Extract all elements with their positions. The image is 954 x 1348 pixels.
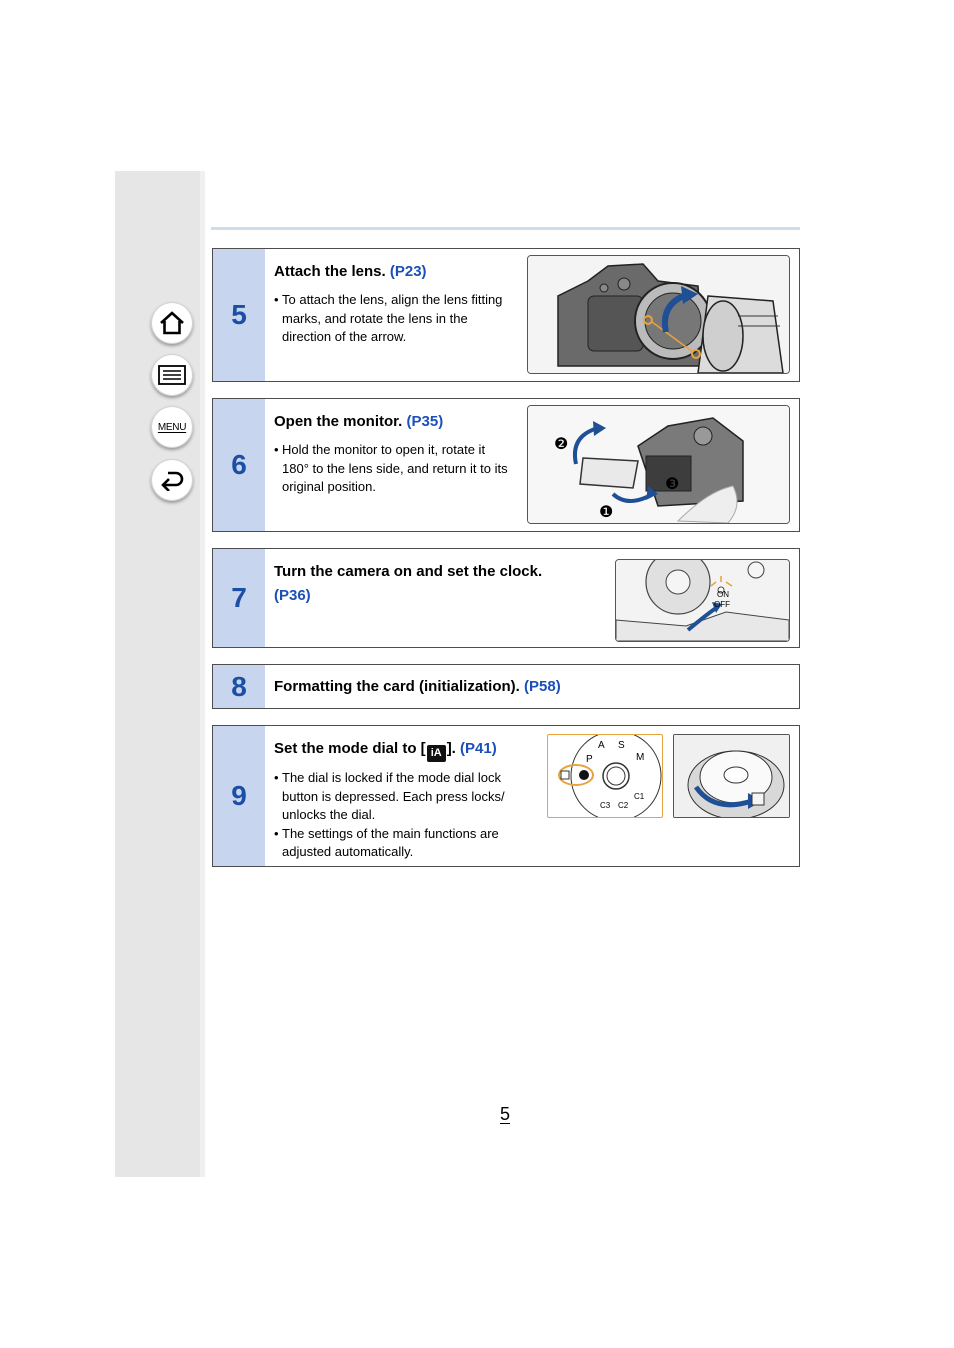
step-number: 5 <box>213 249 265 381</box>
dial-label-c2: C2 <box>618 801 629 810</box>
bullet-item: • To attach the lens, align the lens fitting marks, and rotate the lens in the direction of the arrow. <box>274 291 514 347</box>
home-icon <box>159 311 185 335</box>
dial-label-a: A <box>598 740 605 751</box>
page-ref-link[interactable]: (P58) <box>524 678 561 695</box>
step-title <box>274 737 497 762</box>
switch-off-label: OFF <box>714 600 730 609</box>
step-8 <box>212 664 800 709</box>
camera-monitor-drawing <box>528 406 789 523</box>
intelligent-auto-icon: iA <box>427 745 446 762</box>
page-ref-link[interactable]: (P35) <box>406 413 444 430</box>
step-title-text: Open the monitor. <box>274 413 403 430</box>
monitor-open-illustration <box>527 405 790 524</box>
bullet-item: • The dial is locked if the mode dial lock button is depressed. Each press locks/ unlocks the dial. <box>274 769 526 825</box>
step-title-text: Turn the camera on and set the clock. <box>274 563 543 580</box>
step-title-text: Formatting the card (initialization). <box>274 678 520 695</box>
step-number: 7 <box>213 549 265 647</box>
step-7 <box>212 548 800 648</box>
sidebar-edge <box>200 171 205 1177</box>
marker-2: ❷ <box>554 436 569 453</box>
page-ref-link[interactable]: (P23) <box>389 263 427 280</box>
camera-lens-drawing <box>528 256 789 373</box>
step-title <box>274 260 427 284</box>
dial-label-m: M <box>636 752 645 763</box>
step-title <box>274 675 561 699</box>
menu-label: MENU <box>157 421 187 433</box>
page-number: 5 <box>499 1104 510 1124</box>
dial-label-c3: C3 <box>600 801 611 810</box>
top-rule <box>211 227 800 230</box>
bullet-item: • Hold the monitor to open it, rotate it 180° to the lens side, and return it to its original position. <box>274 441 514 497</box>
step-title <box>274 410 443 434</box>
step-bullets <box>274 769 526 862</box>
step-6 <box>212 398 800 532</box>
power-switch-drawing <box>616 560 789 641</box>
step-9 <box>212 725 800 867</box>
marker-3: ❸ <box>665 476 680 493</box>
step-title <box>274 560 542 608</box>
menu-button[interactable] <box>151 406 193 448</box>
dial-lock-drawing <box>674 735 789 817</box>
switch-on-label: ON <box>717 590 729 599</box>
step-title-text: Attach the lens. <box>274 263 386 280</box>
bullet-item: • The settings of the main functions are adjusted automatically. <box>274 825 526 862</box>
dial-label-s: S <box>618 740 625 751</box>
step-number: 9 <box>213 726 265 866</box>
power-switch-illustration <box>615 559 790 642</box>
back-button[interactable] <box>151 459 193 501</box>
list-icon <box>158 365 186 385</box>
return-arrow-icon <box>159 469 185 491</box>
dial-label-c1: C1 <box>634 792 645 801</box>
page-ref-link[interactable]: (P41) <box>460 740 497 757</box>
mode-dial-diagram <box>547 734 663 818</box>
step-5 <box>212 248 800 382</box>
lens-attach-illustration <box>527 255 790 374</box>
home-button[interactable] <box>151 302 193 344</box>
step-number: 8 <box>213 665 265 708</box>
step-bullets <box>274 441 514 497</box>
dial-lock-illustration <box>673 734 790 818</box>
step-title-text-before: Set the mode dial to [ <box>274 740 426 757</box>
marker-1: ❶ <box>599 504 614 521</box>
contents-button[interactable] <box>151 354 193 396</box>
page-ref-link[interactable]: (P36) <box>274 587 311 604</box>
step-title-text-after: ]. <box>446 740 456 757</box>
step-number: 6 <box>213 399 265 531</box>
dial-label-p: P <box>586 754 593 765</box>
step-bullets <box>274 291 514 347</box>
